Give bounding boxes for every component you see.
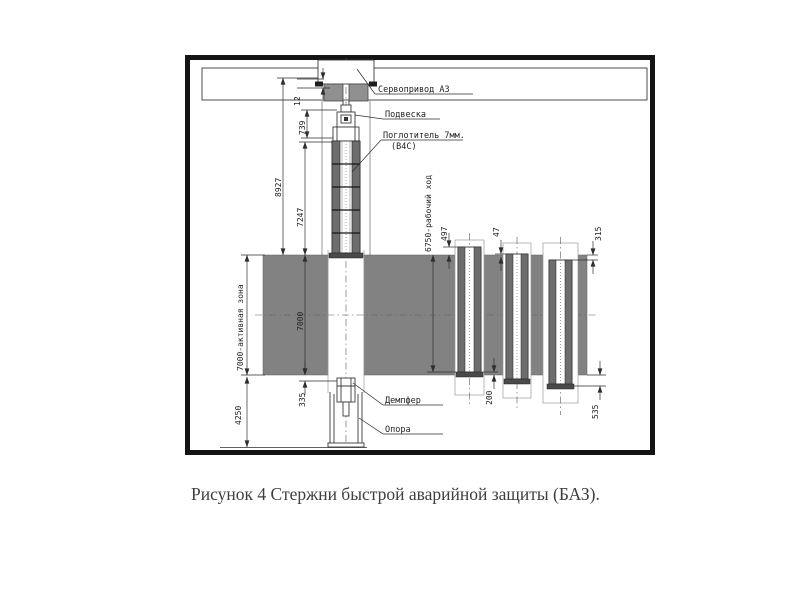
dim-47-value: 47 <box>492 227 501 237</box>
support-label: Опора <box>385 425 411 435</box>
figure-caption: Рисунок 4 Стержни быстрой аварийной защиты (БАЗ). <box>191 484 600 504</box>
damper-label: Демпфер <box>385 396 421 406</box>
dim-7000-value: 7000 <box>296 311 305 331</box>
servo-label: Сервопривод АЗ <box>378 85 450 95</box>
suspension-label: Подвеска <box>385 110 426 120</box>
shutdown-rod-3 <box>547 237 574 415</box>
absorber-label-line2: (В4С) <box>391 142 417 152</box>
working-stroke-label: 6750-рабочий ход <box>424 174 433 252</box>
dim-12-value: 12 <box>293 96 302 106</box>
dim-200-value: 200 <box>485 390 494 405</box>
dim-535-value: 535 <box>591 404 600 419</box>
technical-drawing-frame <box>185 55 655 455</box>
dim-739-value: 739 <box>298 120 307 135</box>
dim-7247-value: 7247 <box>296 207 305 227</box>
rod-assembly-diagram <box>185 55 655 455</box>
absorber-label-line1: Поглотитель 7мм. <box>383 131 465 141</box>
dim-4250-value: 4250 <box>234 405 243 425</box>
active-zone-label: 7000-активная зона <box>236 284 245 371</box>
dim-335-value: 335 <box>298 392 307 407</box>
dim-315-value: 315 <box>594 226 603 241</box>
suspension-assembly <box>337 112 355 127</box>
dim-8927-value: 8927 <box>274 177 283 197</box>
rod-head <box>333 127 359 141</box>
dim-497-value: 497 <box>440 226 449 241</box>
absorber-rod <box>329 141 363 258</box>
